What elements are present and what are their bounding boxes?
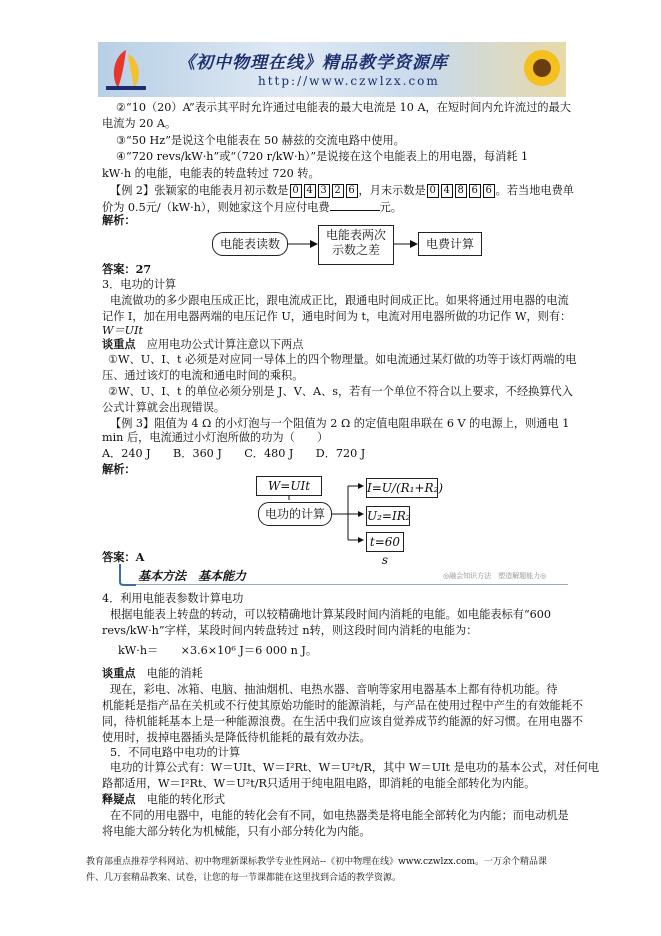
text-line: 【例 3】阻值为 4 Ω 的小灯泡与一个阻值为 2 Ω 的定值电阻串联在 6 V 的电源上，则通电 1 xyxy=(110,417,570,430)
options-line: A．240 J B．360 J C．480 J D．720 J xyxy=(102,447,366,460)
text-line: min 后，电流通过小灯泡所做的功为（ ） xyxy=(102,431,329,444)
digit: 0 xyxy=(290,184,302,198)
text-line: ③“50 Hz”是说这个电能表在 50 赫兹的交流电路中使用。 xyxy=(116,134,405,147)
text-line: ①W、U、I、t 必须是对应同一导体上的四个物理量。如电流通过某灯做的功等于该灯两端的电 xyxy=(108,353,577,366)
tip-line xyxy=(102,337,303,352)
text-line: 路都适用，W＝I²Rt、W＝U²t/R只适用于纯电阻电路，即消耗的电能全部转化为内能。 xyxy=(102,777,536,790)
diagram1-box-difference xyxy=(318,225,394,265)
logo-icon xyxy=(104,46,148,92)
text-line: 现在，彩电、冰箱、电脑、抽油烟机、电热水器、音响等家用电器基本上都有待机功能。待 xyxy=(110,683,558,696)
example2-text-e: 元。 xyxy=(379,201,402,214)
section-title: 基本方法 基本能力 xyxy=(138,569,247,583)
text-line: 压、通过该灯的电流和通电时间的乘积。 xyxy=(102,369,304,382)
text-line: 将电能大部分转化为机械能，只有小部分转化为内能。 xyxy=(102,825,371,838)
section-heading: 3．电功的计算 xyxy=(102,278,177,291)
analysis-label: 解析： xyxy=(102,213,136,227)
diagram1-box2-line1: 电能表两次 xyxy=(325,228,386,242)
banner-url[interactable]: http://www.czwlzx.com xyxy=(258,74,440,88)
digit: 6 xyxy=(346,184,358,198)
digit: 6 xyxy=(469,184,481,198)
tip-title: 应用电功公式计算注意以下两点 xyxy=(146,338,304,351)
diagram2-box-voltage: U₂=IR₂ xyxy=(366,506,410,526)
text-line: 使用时，拔掉电器插头是降低待机能耗的最有效办法。 xyxy=(102,731,371,744)
tip-title: 电能的消耗 xyxy=(146,667,203,680)
tip-label: 谈重点 xyxy=(102,666,136,680)
diagram1-box2-line2: 示数之差 xyxy=(331,243,380,257)
answer-label: 答案：27 xyxy=(102,262,152,276)
text-line: ④“720 revs/kW·h”或“（720 r/kW·h）”是说接在这个电能表上的用电器，每消耗 1 xyxy=(116,150,529,163)
example2-line2 xyxy=(102,199,402,215)
text-line: revs/kW·h”字样，某段时间内转盘转过 n转，则这段时间内消耗的电能为： xyxy=(102,624,478,637)
diagram2-box-current: I=U/(R₁+R₂) xyxy=(366,478,438,498)
tip-line xyxy=(102,792,225,807)
diagram1-box-fee: 电费计算 xyxy=(418,232,482,256)
text-line: 机能耗是指产品在关机或不行使其原始功能时的能源消耗，与产品在使用过程中产生的有效能耗不 xyxy=(102,699,584,712)
analysis-label: 解析： xyxy=(102,462,136,476)
footer-line: 教育部重点推荐学科网站、初中物理新课标教学专业性网站--《初中物理在线》www.czwlzx.com。一万余个精品课 xyxy=(86,857,548,867)
example2-text-a: 【例 2】张颖家的电能表月初示数是 xyxy=(110,184,289,197)
digit: 4 xyxy=(441,184,453,198)
diagram1-box-reading: 电能表读数 xyxy=(212,232,288,256)
text-line: 公式计算就会出现错误。 xyxy=(102,401,226,414)
answer-label: 答案：A xyxy=(102,550,145,564)
text-line: kW·h 的电能，电能表的转盘转过 720 转。 xyxy=(102,167,320,180)
digit: 6 xyxy=(483,184,495,198)
text-line: 电功的计算公式有：W＝UIt、W＝I²Rt、W＝U²t/R，其中 W＝UIt 是电功的基本公式，对任何电 xyxy=(110,761,600,774)
banner-title: 《初中物理在线》精品教学资源库 xyxy=(178,53,448,73)
text-line: ②W、U、I、t 的单位必须分别是 J、V、A、s，若有一个单位不符合以上要求，不经换算代入 xyxy=(108,385,573,398)
section-heading: 5．不同电路中电功的计算 xyxy=(110,746,241,759)
example2-text-b: ，月末示数是 xyxy=(358,184,426,197)
formula: W＝UIt xyxy=(102,324,144,337)
text-line: 在不同的用电器中，电能的转化会有不同，如电热器类是将电能全部转化为内能；而电动机是 xyxy=(110,809,569,822)
example2-text-c: 。若当地电费单 xyxy=(495,184,574,197)
tip-label: 谈重点 xyxy=(102,337,136,351)
meter-end-digits xyxy=(426,184,496,197)
text-line: 电流做功的多少跟电压成正比，跟电流成正比，跟通电时间成正比。如果将通过用电器的电流 xyxy=(110,294,569,307)
tip-label: 释疑点 xyxy=(102,792,136,806)
text-line: 电流为 20 A。 xyxy=(102,117,177,130)
sunflower-icon xyxy=(520,46,564,90)
section-decor-icon xyxy=(116,562,138,586)
text-line: 记作 I，加在用电器两端的电压记作 U，通电时间为 t，电流对用电器所做的功记作 W，则有： xyxy=(102,310,572,323)
digit: 3 xyxy=(318,184,330,198)
example2-line xyxy=(110,183,574,198)
diagram2-box-time: t=60 s xyxy=(366,532,404,552)
text-line: 同，待机能耗基本上是一种能源浪费。在生活中我们应该自觉养成节约能源的好习惯。在用电器不 xyxy=(102,715,584,728)
footer-line: 件、几万套精品教案、试卷，让您的每一节课都能在这里找到合适的教学资源。 xyxy=(86,873,402,883)
digit: 0 xyxy=(427,184,439,198)
tip-title: 电能的转化形式 xyxy=(146,793,226,806)
section-tagline: ◎融会知识方法 塑造解题能力◎ xyxy=(443,572,547,580)
answer-blank xyxy=(330,199,380,211)
diagram2-formula-box: W=UIt xyxy=(256,476,322,496)
meter-start-digits xyxy=(289,184,359,197)
example2-text-d: 价为 0.5元/（kW·h），则她家这个月应付电费 xyxy=(102,201,330,214)
text-line: ②“10（20）A”表示其平时允许通过电能表的最大电流是 10 A，在短时间内允许流过的最大 xyxy=(116,101,571,114)
section-heading: 4．利用电能表参数计算电功 xyxy=(102,592,244,605)
digit: 8 xyxy=(455,184,467,198)
digit: 2 xyxy=(332,184,344,198)
digit: 4 xyxy=(304,184,316,198)
tip-line xyxy=(102,666,203,681)
text-line: 根据电能表上转盘的转动，可以较精确地计算某段时间内消耗的电能。如电能表标有“600 xyxy=(110,608,552,621)
formula: kW·h＝ ×3.6×10⁶ J＝6 000 n J。 xyxy=(118,644,318,657)
diagram2-center: 电功的计算 xyxy=(258,502,332,526)
